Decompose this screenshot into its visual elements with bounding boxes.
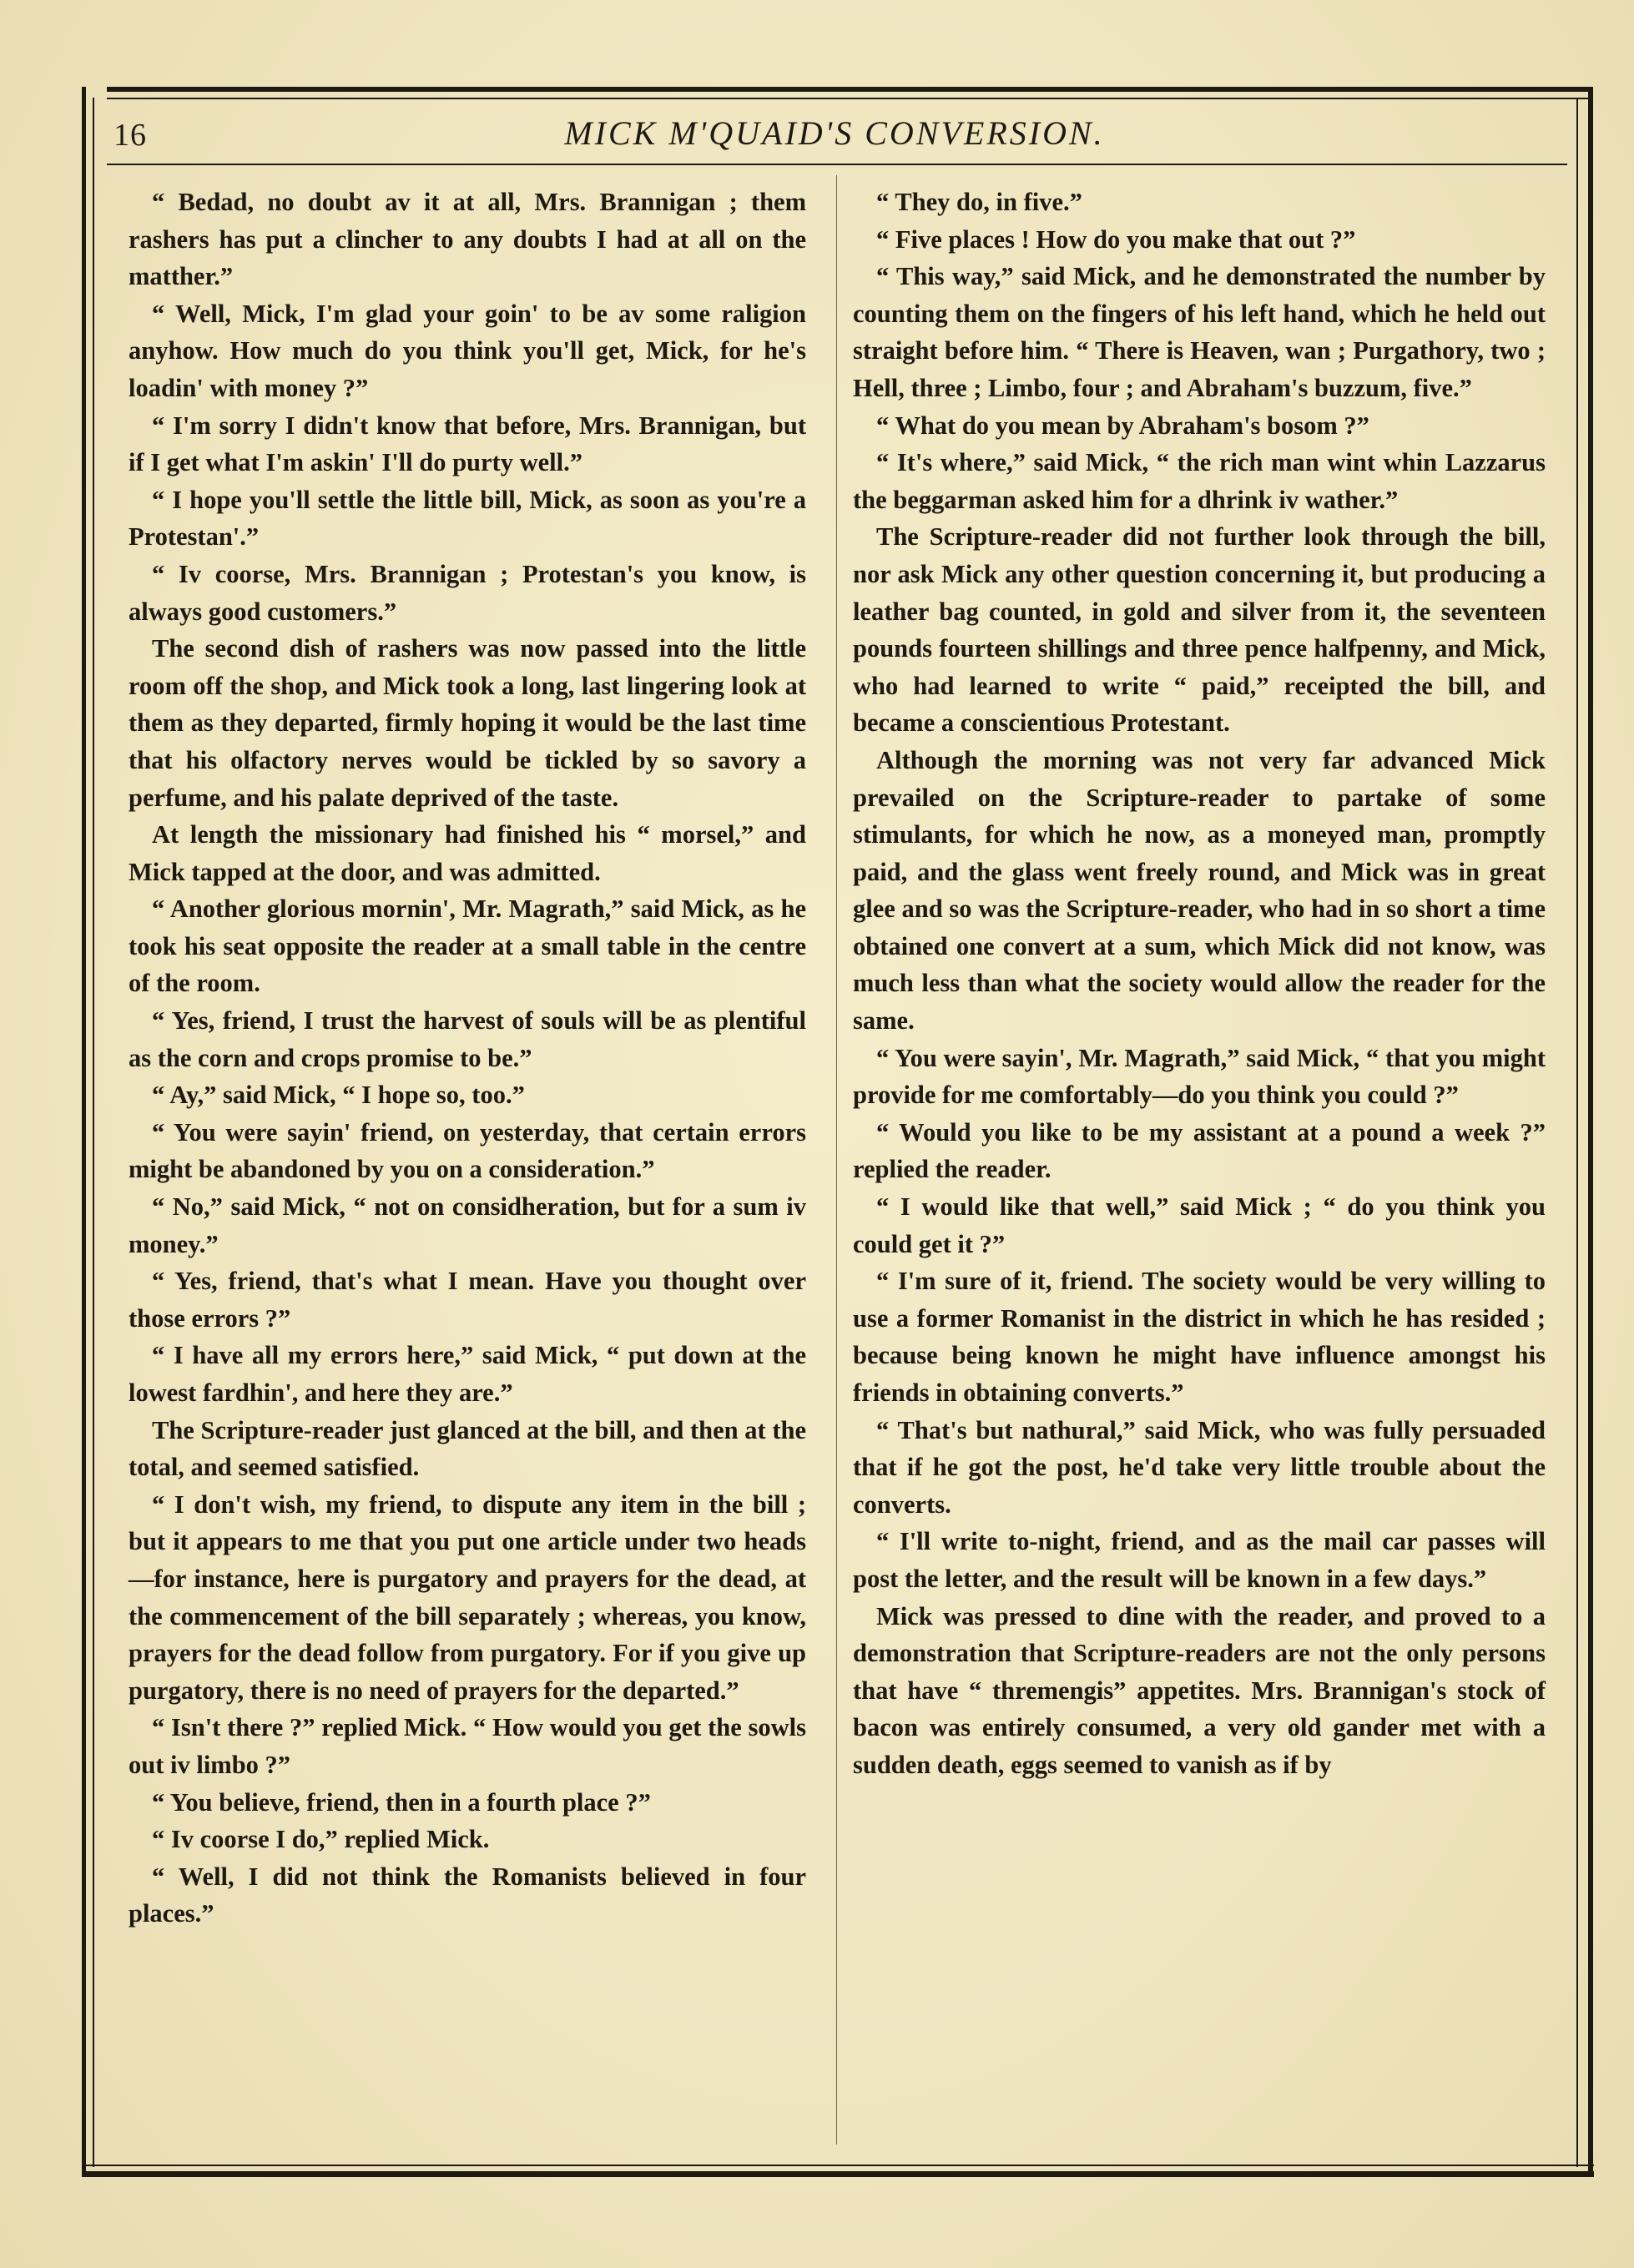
- paragraph: “ Iv coorse, Mrs. Brannigan ; Protestan's you know, is always good customers.”: [129, 559, 806, 626]
- paragraph: Mick was pressed to dine with the reader, and proved to a demonstration that Scripture-readers are not the only persons that have “ thremengis” appetites. Mrs. Brannigan's stock of bacon was entirely consumed, a very old gander met with a sudden death, eggs seemed to vanish as if by: [853, 1601, 1546, 1779]
- paragraph: “ Well, I did not think the Romanists believed in four places.”: [129, 1862, 806, 1928]
- paragraph: “ I'm sure of it, friend. The society would be very willing to use a former Romanist in the district in which he has resided ; because being known he might have influence amongst his friends in obtaining converts.”: [853, 1267, 1546, 1407]
- paragraph: “ You believe, friend, then in a fourth place ?”: [152, 1787, 651, 1817]
- paragraph: “ Well, Mick, I'm glad your goin' to be av some raligion anyhow. How much do you think you'll get, Mick, for he's loadin' with money ?”: [129, 299, 806, 402]
- column-divider: [836, 175, 837, 2145]
- frame-top-inner-rule: [107, 98, 1592, 99]
- paragraph: The Scripture-reader just glanced at the bill, and then at the total, and seemed satisfied.: [129, 1415, 806, 1482]
- paragraph: “ Isn't there ?” replied Mick. “ How would you get the sowls out iv limbo ?”: [129, 1713, 806, 1779]
- paragraph: At length the missionary had finished his “ morsel,” and Mick tapped at the door, and was admitted.: [129, 820, 806, 886]
- running-title: MICK M'QUAID'S CONVERSION.: [564, 114, 1105, 152]
- paragraph: “ They do, in five.”: [876, 188, 1082, 216]
- paragraph: “ I'm sorry I didn't know that before, Mrs. Brannigan, but if I get what I'm askin' I'll do purty well.”: [129, 411, 806, 477]
- paragraph: “ Yes, friend, I trust the harvest of souls will be as plentiful as the corn and crops promise to be.”: [129, 1006, 806, 1072]
- left-column: [129, 184, 806, 1933]
- paragraph: “ You were sayin', Mr. Magrath,” said Mick, “ that you might provide for me comfortably—do you think you could ?”: [853, 1043, 1546, 1110]
- paragraph: “ Another glorious mornin', Mr. Magrath,” said Mick, as he took his seat opposite the reader at a small table in the centre of the room.: [129, 895, 806, 998]
- frame-left-rule: [82, 87, 86, 2177]
- paragraph: “ I have all my errors here,” said Mick, “ put down at the lowest fardhin', and here they are.”: [129, 1341, 806, 1407]
- paragraph: “ I would like that well,” said Mick ; “ do you think you could get it ?”: [853, 1192, 1546, 1258]
- frame-bottom-rule: [82, 2171, 1594, 2177]
- paragraph: “ Would you like to be my assistant at a pound a week ?” replied the reader.: [853, 1117, 1546, 1184]
- header-rule: [107, 164, 1567, 165]
- paragraph: “ Five places ! How do you make that out ?”: [876, 224, 1356, 254]
- paragraph: “ You were sayin' friend, on yesterday, that certain errors might be abandoned by you on a consideration.”: [129, 1117, 806, 1184]
- paragraph: “ Ay,” said Mick, “ I hope so, too.”: [152, 1081, 525, 1110]
- paragraph: “ What do you mean by Abraham's bosom ?”: [876, 411, 1369, 440]
- page-number: 16: [113, 118, 147, 153]
- paragraph: “ Yes, friend, that's what I mean. Have you thought over those errors ?”: [129, 1267, 806, 1333]
- paragraph: “ I hope you'll settle the little bill, Mick, as soon as you're a Protestan'.”: [129, 485, 806, 552]
- frame-right-inner-rule: [1576, 98, 1578, 2167]
- frame-left-inner-rule: [93, 98, 94, 2167]
- frame-bottom-inner-rule: [82, 2165, 1594, 2166]
- paragraph: “ Iv coorse I do,” replied Mick.: [152, 1825, 490, 1854]
- paragraph: “ Bedad, no doubt av it at all, Mrs. Brannigan ; them rashers has put a clincher to any doubts I had at all on the matther.”: [129, 188, 806, 291]
- frame-top-rule: [107, 87, 1592, 92]
- paragraph: “ It's where,” said Mick, “ the rich man wint whin Lazzarus the beggarman asked him for a dhrink iv wather.”: [853, 448, 1546, 514]
- paragraph: “ I'll write to-night, friend, and as the mail car passes will post the letter, and the result will be known in a few days.”: [853, 1527, 1546, 1593]
- paragraph: The second dish of rashers was now passed into the little room off the shop, and Mick took a long, last lingering look at them as they departed, firmly hoping it would be the last time that his olfactory nerves would be tickled by so savory a perfume, and his palate deprived of the taste.: [129, 634, 806, 812]
- paragraph: “ No,” said Mick, “ not on considheration, but for a sum iv money.”: [129, 1192, 806, 1258]
- paragraph: “ This way,” said Mick, and he demonstrated the number by counting them on the fingers of his left hand, which he held out straight before him. “ There is Heaven, wan ; Purgathory, two ; Hell, three ; Limbo, four ; and Abraham's buzzum, five.”: [853, 262, 1546, 402]
- paragraph: The Scripture-reader did not further look through the bill, nor ask Mick any other question concerning it, but producing a leather bag counted, in gold and silver from it, the seventeen pounds fourteen shillings and three pence halfpenny, and Mick, who had learned to write “ paid,” receipted the bill, and became a conscientious Protestant.: [853, 522, 1546, 738]
- paragraph: Although the morning was not very far advanced Mick prevailed on the Scripture-reader to partake of some stimulants, for which he now, as a moneyed man, promptly paid, and the glass went freely round, and Mick was in great glee and so was the Scripture-reader, who had in so short a time obtained one convert at a sum, which Mick did not know, was much less than what the society would allow the reader for the same.: [853, 745, 1546, 1036]
- paragraph: “ I don't wish, my friend, to dispute any item in the bill ; but it appears to me that you put one article under two heads—for instance, here is purgatory and prayers for the dead, at the commencement of the bill separately ; whereas, you know, prayers for the dead follow from purgatory. For if you give up purgatory, there is no need of prayers for the departed.”: [129, 1489, 806, 1705]
- paragraph: “ That's but nathural,” said Mick, who was fully persuaded that if he got the post, he'd take very little trouble about the converts.: [853, 1415, 1546, 1519]
- frame-right-rule: [1588, 87, 1593, 2177]
- right-column: [853, 184, 1546, 1784]
